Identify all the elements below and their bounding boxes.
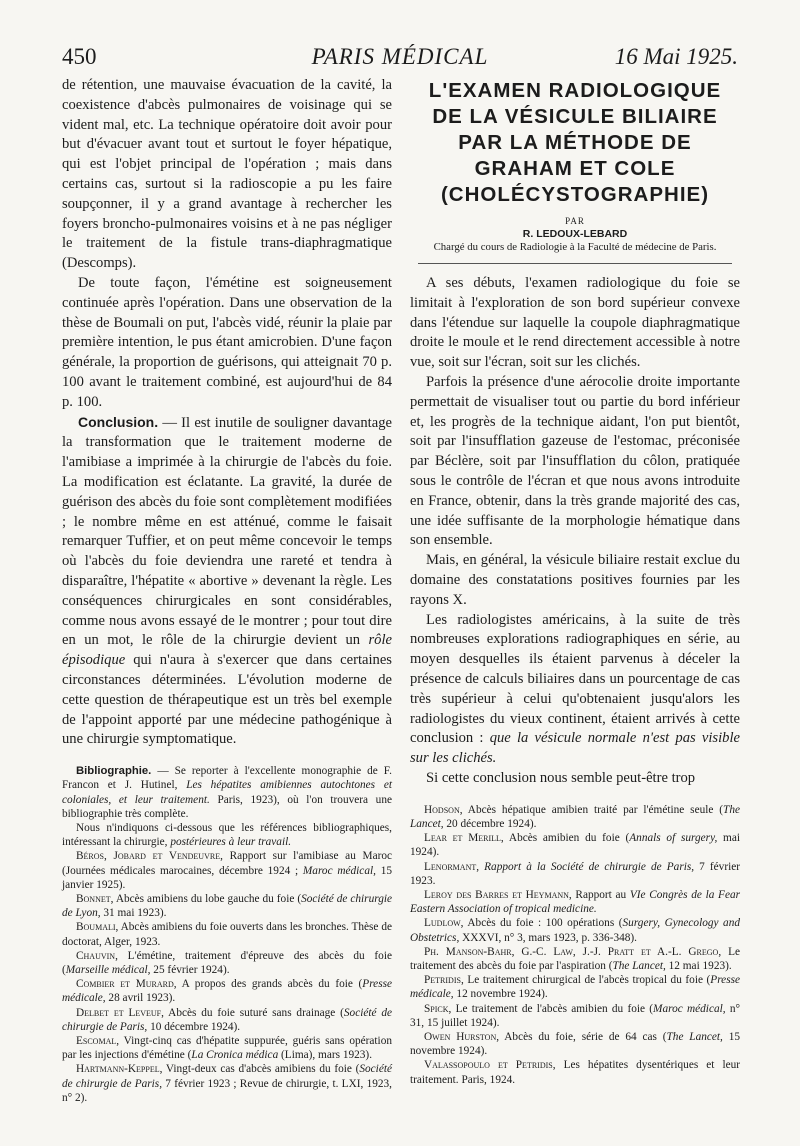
reference-author: Escomal,: [76, 1034, 120, 1047]
reference-author: Petridis,: [424, 974, 464, 987]
reference-list: [410, 803, 740, 1087]
bibliography-intro: [62, 764, 392, 821]
right-column: [410, 76, 740, 1087]
reference-source: Société de chirurgie de Paris,: [62, 1063, 392, 1090]
reference-source: Presse médicale,: [410, 974, 740, 1001]
paragraph-emphasis: que la vésicule normale n'est pas visible sur les clichés.: [410, 730, 740, 767]
article-title-line: (CHOLÉCYSTOGRAPHIE): [440, 183, 710, 206]
author-name: R. LEDOUX-LEBARD: [522, 228, 628, 240]
reference-source: Maroc médical,: [302, 864, 376, 877]
reference-entry: [410, 973, 740, 1001]
reference-entry: [410, 831, 740, 859]
reference-detail: 20 décembre 1924).: [443, 817, 537, 830]
reference-text: Le traitement des abcès du foie par l'aspiration (: [410, 945, 740, 972]
reference-author: Owen Hurston,: [424, 1030, 500, 1043]
bibliography-note: [62, 821, 392, 849]
reference-detail: 10 décembre 1924).: [147, 1020, 241, 1033]
conclusion-label: Conclusion.: [78, 413, 159, 430]
reference-author: Ludlow,: [424, 917, 464, 930]
reference-detail: 12 mai 1923).: [665, 959, 732, 972]
reference-entry: [410, 1002, 740, 1030]
running-header: [62, 44, 738, 70]
article-title-line: L'EXAMEN RADIOLOGIQUE: [428, 79, 722, 102]
bibliography: [62, 764, 392, 1105]
reference-text: Abcès du foie, série de 64 cas (: [499, 1030, 667, 1043]
journal-title: PARIS MÉDICAL: [311, 44, 489, 69]
reference-detail: 31 mai 1923).: [100, 907, 167, 920]
author-affiliation: Chargé du cours de Radiologie à la Faculté de médecine de Paris.: [433, 241, 717, 253]
title-divider: [418, 263, 732, 264]
paragraph: A ses débuts, l'examen radiologique du foie se limitait à l'exploration de son bord supérieur convexe dans l'étendue sur laquelle la coupole diaphragmatique droite le moule et le rend directement accessible à notre vue, soit sur l'écran, soit sur les clichés.: [410, 275, 740, 371]
bibliography-intro-title: Les hépatites amibiennes autochtones et coloniales, et leur traitement.: [62, 779, 392, 806]
reference-author: Hodson,: [424, 803, 463, 816]
reference-entry: [62, 892, 392, 920]
left-column: [62, 76, 392, 1105]
reference-source: La Cronica médica: [191, 1049, 279, 1062]
paragraph: de rétention, une mauvaise évacuation de la cavité, la coexistence d'abcès pulmonaires de voisinage qui se vident mal, etc. La technique opératoire doit avoir pour but d'évacuer avant tout et surtout le foyer hépatique, qui est l'objet principal de l'opération ; mais dans certains cas, surtout si la radioscopie a pu les faire soupçonner, il y a grand avantage à rechercher les foyers broncho-pulmonaires voisins et à ne pas négliger le traitement de la fistule trans-diaphragmatique (Descomps).: [62, 77, 392, 272]
conclusion-emphasis: rôle épisodique: [62, 632, 392, 669]
reference-author: Lear et Merill,: [424, 832, 504, 845]
reference-detail: XXXVI, n° 3, mars 1923, p. 336-348).: [459, 931, 637, 944]
reference-detail: 28 avril 1923).: [105, 992, 176, 1005]
reference-source: Annals of surgery,: [629, 832, 718, 845]
reference-author: Béros, Jobard et Vendeuvre,: [76, 850, 223, 863]
paragraph: Mais, en général, la vésicule biliaire restait exclue du domaine des constatations positives fournies par les rayons X.: [410, 552, 740, 608]
conclusion-paragraph: [62, 413, 392, 751]
reference-author: Delbet et Leveuf,: [76, 1006, 164, 1019]
reference-author: Chauvin,: [76, 949, 118, 962]
article-title-line: PAR LA MÉTHODE DE: [458, 131, 692, 154]
reference-entry: [410, 860, 740, 888]
reference-detail: 7 février 1923 ; Revue de chirurgie, t. LXI, 1923, n° 2).: [62, 1077, 393, 1104]
reference-text: Abcès du foie suturé sans drainage (: [163, 1006, 344, 1019]
reference-source: Maroc médical,: [653, 1002, 726, 1015]
reference-entry: [62, 849, 392, 892]
reference-author: Hartmann-Keppel,: [76, 1063, 163, 1076]
reference-text: Les hépatites dysentériques et leur traitement. Paris, 1924.: [410, 1059, 741, 1086]
reference-text: Vingt-cinq cas d'hépatite suppurée, guéris sans opération par les injections d'émétine (: [62, 1034, 392, 1062]
reference-detail: 7 février 1923.: [410, 860, 740, 887]
reference-entry: [62, 1034, 392, 1062]
reference-text: Abcès hépatique amibien traité par l'émétine seule (: [462, 803, 724, 816]
reference-text: Abcès du foie : 100 opérations (: [463, 917, 623, 930]
byline-par: PAR: [565, 216, 585, 226]
reference-author: Combier et Murard,: [76, 978, 177, 991]
paragraph: [410, 611, 740, 769]
conclusion-text: — Il est inutile de souligner davantage la transformation que le traitement moderne de l'amibiase a imprimée à la chirurgie de l'abcès du foie. La modification est éclatante. La gravité, la durée de guérison des abcès du foie sont complètement modifiées ; le nombre même en est atténué, comme le faisait remarquer Tuffier, et on peut même concevoir le temps où l'abcès du foie deviendra une rareté et tendra à disparaître, l'hépatite « abortive » devenant la règle. Les conséquences chirurgicales en sont considérables, comme nous avons essayé de le montrer ; pour tout dire en un mot, le rôle de la chirurgie devient un: [62, 414, 392, 649]
article-title: [410, 78, 740, 208]
reference-entry: [410, 1058, 740, 1086]
reference-detail: 15 janvier 1925).: [62, 864, 392, 891]
reference-author: Valassopoulo et Petridis,: [424, 1059, 556, 1072]
reference-source: Surgery, Gynecology and Obstetrics,: [410, 917, 740, 944]
reference-author: Bonnet,: [76, 892, 114, 905]
reference-detail: 12 novembre 1924).: [453, 988, 548, 1001]
reference-author: Boumali,: [76, 921, 119, 934]
issue-date: 16 Mai 1925.: [614, 44, 738, 69]
article-title-line: GRAHAM ET COLE: [474, 157, 676, 180]
reference-source: The Lancet,: [612, 959, 666, 972]
bibliography-intro-text: — Se reporter à l'excellente monographie de F. Francon et J. Hutinel,: [62, 765, 392, 792]
reference-text: A propos des grands abcès du foie (: [176, 978, 363, 991]
reference-entry: [410, 1030, 740, 1058]
reference-entry: [62, 1062, 392, 1105]
reference-source: The Lancet,: [410, 803, 740, 830]
paragraph: Parfois la présence d'une aérocolie droite importante permettait de visualiser tout ou partie du bord inférieur et, les progrès de la technique aidant, l'on put bientôt, soit par l'insufflation gazeuse de l'estomac, préconisée par Béclère, soit par l'insufflation du côlon, pratiquée sous le contrôle de l'écran et que nous avons introduite en France, obtenir, dans la très grande majorité des cas, une idée suffisante de la morphologie hématique dans son ensemble.: [410, 373, 740, 549]
reference-author: Lenormant,: [424, 860, 480, 873]
reference-source: Société de chirurgie de Lyon,: [62, 892, 393, 920]
reference-source: Société de chirurgie de Paris,: [62, 1006, 393, 1033]
reference-entry: [410, 916, 740, 944]
article-title-line: DE LA VÉSICULE BILIAIRE: [432, 105, 718, 128]
conclusion-end: qui n'aura à s'exercer que dans certaines circonstances déterminées. L'évolution moderne de cette question de thérapeutique est un très bel exemple de l'appoint apporté par une médecine pathogénique à une chirurgie symptomatique.: [62, 652, 392, 748]
reference-entry: [410, 888, 740, 916]
reference-text: Le traitement chirurgical de l'abcès tropical du foie (: [463, 974, 711, 987]
reference-detail: 15 novembre 1924).: [410, 1030, 741, 1058]
reference-author: Spick,: [424, 1002, 452, 1015]
reference-text: L'émétine, traitement d'épreuve des abcès du foie (: [62, 949, 392, 976]
reference-source: Marseille médical,: [65, 963, 151, 976]
reference-author: Leroy des Barres et Heymann,: [424, 888, 572, 901]
reference-source: The Lancet,: [666, 1030, 723, 1043]
bibliography-label: Bibliographie.: [76, 765, 152, 778]
reference-entry: [62, 920, 392, 948]
reference-author: Ph. Manson-Bahr, G.-C. Law, J.-J. Pratt et A.-L. Grego,: [424, 945, 722, 958]
paragraph: De toute façon, l'émétine est soigneusement continuée après l'opération. Dans une observation de la thèse de Boumali on put, l'abcès vidé, réunir la plaie par première intention, le pus étant amicrobien. D'une façon générale, la proportion de guérisons, qui atteignait 70 p. 100 avant le traitement combiné, est aujourd'hui de 84 p. 100.: [62, 274, 392, 410]
reference-source: Presse médicale,: [62, 978, 392, 1005]
reference-entry: [62, 1006, 392, 1034]
reference-detail: 25 février 1924).: [150, 963, 230, 976]
page-number: 450: [62, 44, 97, 69]
paragraph-text: Les radiologistes américains, à la suite de très nombreuses explorations radiographiques en série, au moyen desquelles ils étaient parvenus à déceler la présence de calculs biliaires dans un pourcentage de cas très supérieur à celui qu'obtenaient jusqu'alors les radiologistes du vieux continent, étaient arrivés à cette conclusion :: [410, 611, 740, 747]
reference-text: Rapport sur l'amibiase au Maroc (Journées médicales marocaines, décembre 1924 ;: [62, 850, 393, 877]
reference-text: Vingt-deux cas d'abcès amibiens du foie (: [162, 1063, 360, 1076]
reference-detail: mai 1924).: [410, 832, 740, 859]
reference-text: Le traitement de l'abcès amibien du foie (: [451, 1002, 654, 1015]
reference-entry: [62, 977, 392, 1005]
reference-text: Rapport au: [571, 888, 630, 901]
reference-detail: n° 31, 15 juillet 1924).: [410, 1002, 740, 1029]
reference-entry: [410, 803, 740, 831]
reference-text: Abcès amibiens du lobe gauche du foie (: [113, 892, 302, 905]
reference-detail: (Lima), mars 1923).: [278, 1049, 373, 1062]
reference-text: Abcès amibien du foie (: [503, 832, 630, 845]
reference-entry: [62, 949, 392, 977]
reference-source: Rapport à la Société de chirurgie de Paris,: [484, 860, 695, 873]
bibliography-intro-tail: Paris, 1923), où l'on trouvera une bibliographie très complète.: [62, 793, 392, 820]
paragraph: Si cette conclusion nous semble peut-être trop: [426, 769, 696, 786]
bibliography-note-emphasis: postérieures à leur travail.: [170, 836, 292, 849]
reference-text: Abcès amibiens du foie ouverts dans les bronches. Thèse de doctorat, Alger, 1923.: [62, 921, 392, 948]
reference-entry: [410, 945, 740, 973]
bibliography-note-text: Nous n'indiquons ci-dessous que les références bibliographiques, intéressant la chirurgie,: [62, 821, 392, 849]
reference-source: VIe Congrès de la Fear Eastern Association of tropical medicine.: [410, 888, 741, 916]
